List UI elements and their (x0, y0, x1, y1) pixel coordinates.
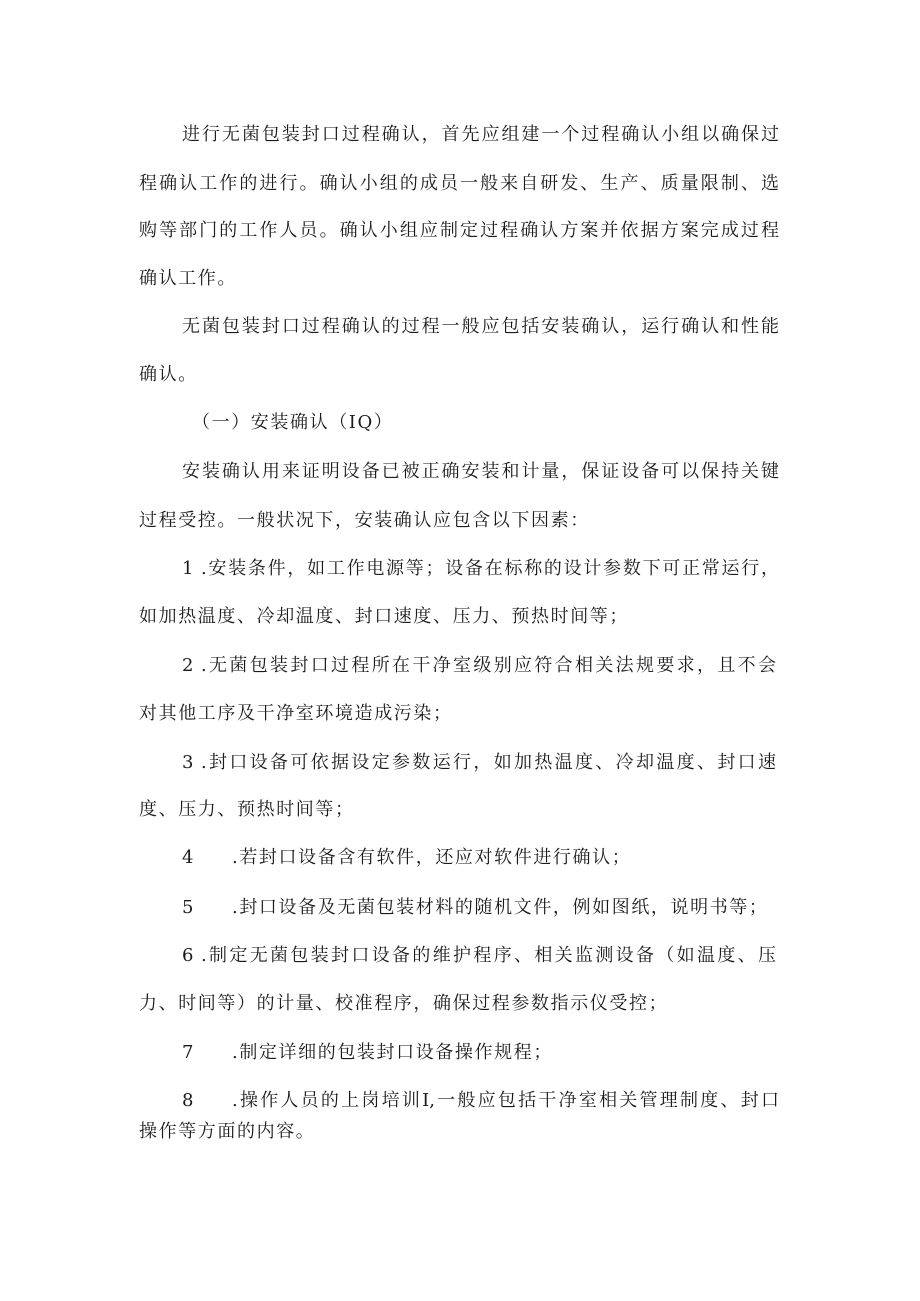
list-item-text: 对其他工序及干净室环境造成污染； (139, 703, 453, 724)
list-item-text: .安装条件，如工作电源等；设备在标称的设计参数下可正常运行， (201, 558, 779, 579)
paragraph-line: 进行无菌包装封口过程确认，首先应组建一个过程确认小组以确保过 (182, 124, 779, 145)
list-item (182, 751, 776, 775)
list-item-text: 操作等方面的内容。 (139, 1121, 316, 1142)
paragraph-line: 程确认工作的进行。确认小组的成员一般来自研发、生产、质量限制、选 (139, 173, 779, 194)
list-item-text: .封口设备可依据设定参数运行，如加热温度、冷却温度、封口速 (201, 752, 776, 773)
list-item (182, 896, 779, 920)
list-item-text: .无菌包装封口过程所在干净室级别应符合相关法规要求，且不会 (201, 655, 776, 676)
list-item-number: 2 (182, 655, 194, 676)
list-item-text: 度、压力、预热时间等； (139, 799, 355, 820)
paragraph-line: 确认。 (139, 364, 198, 385)
list-item-number: 1 (182, 558, 194, 579)
list-item-text: .制定详细的包装封口设备操作规程； (232, 1042, 553, 1063)
list-item (182, 557, 779, 581)
list-item-number: 5 (182, 897, 194, 918)
list-item-number: 7 (182, 1042, 194, 1063)
list-item-text: 力、时间等）的计量、校准程序，确保过程参数指示仪受控； (139, 993, 669, 1014)
list-item (182, 1041, 779, 1065)
list-item (182, 1089, 779, 1113)
paragraph-line: 安装确认用来证明设备已被正确安装和计量，保证设备可以保持关键 (182, 461, 779, 482)
list-item-number: 6 (182, 945, 194, 966)
list-item-text: .操作人员的上岗培训I,一般应包括干净室相关管理制度、封口 (232, 1090, 779, 1111)
list-item-text: .若封口设备含有软件，还应对软件进行确认； (232, 847, 632, 868)
list-item (182, 846, 779, 870)
paragraph-line: 购等部门的工作人员。确认小组应制定过程确认方案并依据方案完成过程 (139, 220, 779, 241)
list-item-text: .封口设备及无菌包装材料的随机文件，例如图纸，说明书等； (232, 897, 769, 918)
list-item-number: 4 (182, 847, 194, 868)
list-item (182, 944, 776, 968)
paragraph-line: 无菌包装封口过程确认的过程一般应包括安装确认，运行确认和性能 (182, 316, 779, 337)
list-item-number: 3 (182, 752, 194, 773)
list-item-number: 8 (182, 1090, 194, 1111)
paragraph-line: 确认工作。 (139, 268, 237, 289)
list-item (182, 654, 776, 678)
paragraph-line: 过程受控。一般状况下，安装确认应包含以下因素： (139, 510, 590, 531)
list-item-text: .制定无菌包装封口设备的维护程序、相关监测设备（如温度、压 (201, 945, 776, 966)
list-item-text: 如加热温度、冷却温度、封口速度、压力、预热时间等； (139, 606, 629, 627)
section-heading: （一）安装确认（IQ） (192, 412, 394, 433)
